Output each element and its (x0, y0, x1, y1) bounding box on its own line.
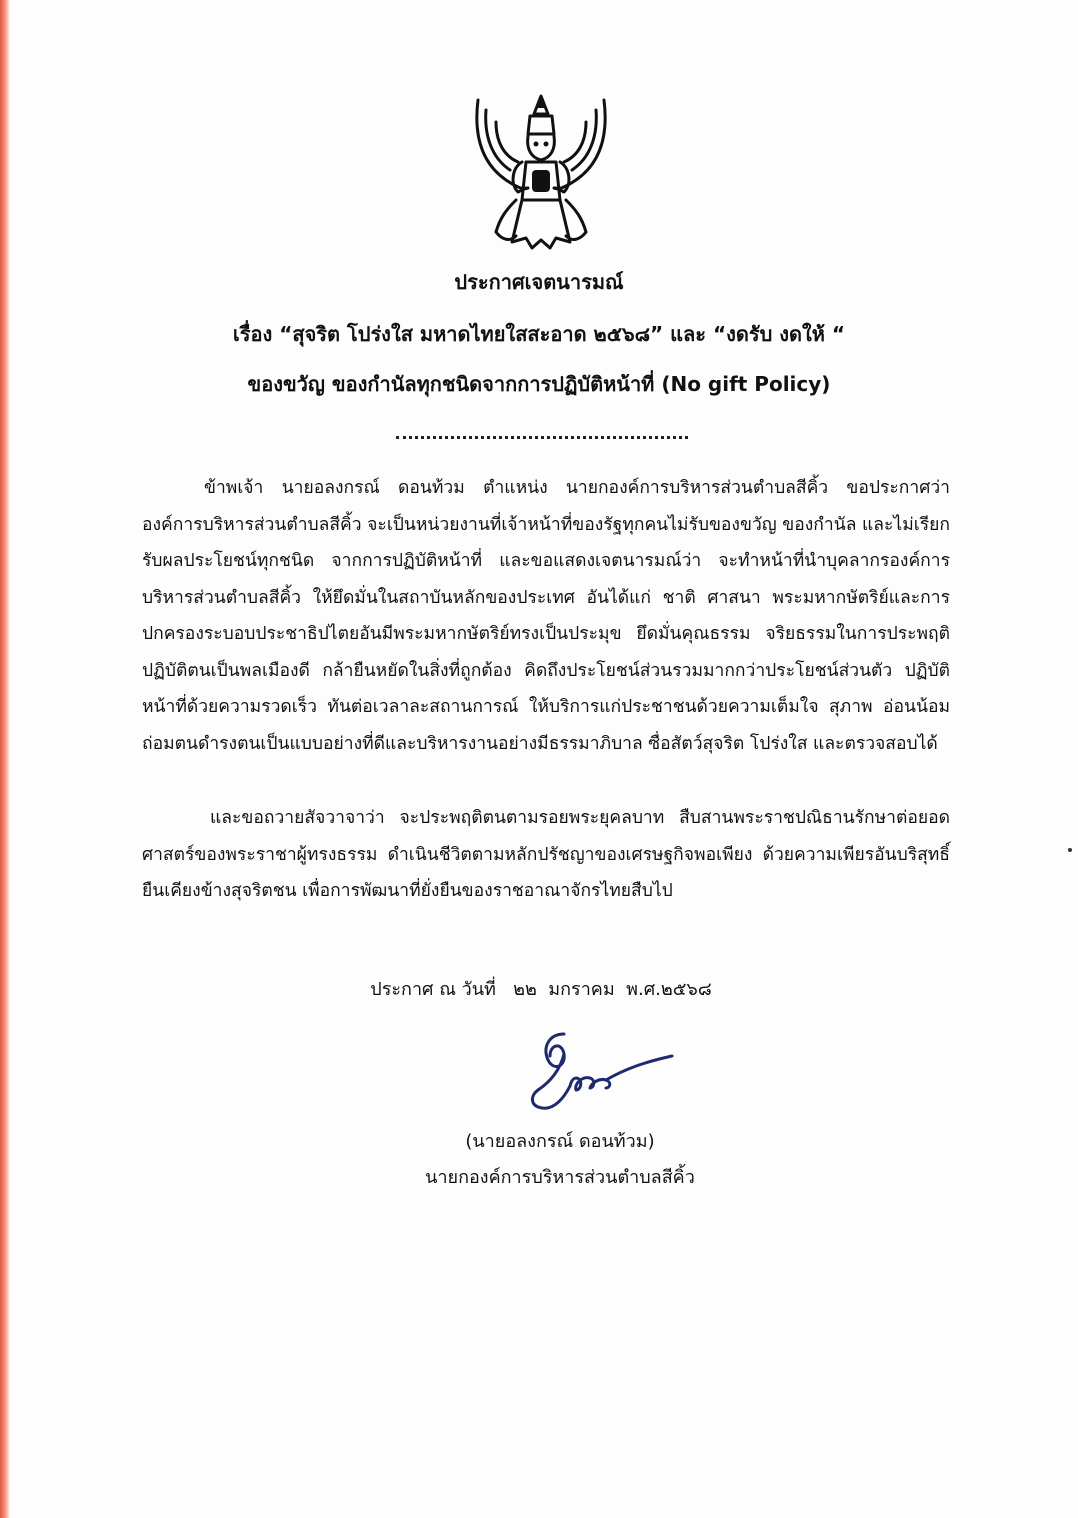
body-paragraph-2: และขอถวายสัจวาจาว่า จะประพฤติตนตามรอยพระยุคลบาท สืบสานพระราชปณิธานรักษาต่อยอดศาสตร์ของพระราชาผู้ทรงธรรม ดำเนินชีวิตตามหลักปรัชญาของเศรษฐกิจพอเพียง ด้วยความเพียรอันบริสุทธิ์ยืนเคียงข้างสุจริตชน เพื่อการพัฒนาที่ยั่งยืนของราชอาณาจักรไทยสืบไป (142, 808, 950, 901)
dotted-separator (396, 426, 688, 439)
date-month: มกราคม (548, 979, 615, 1000)
handwritten-signature-icon (520, 1026, 680, 1116)
subject-line-1: เรื่อง “สุจริต โปร่งใส มหาดไทยใสสะอาด ๒๕๖๘” และ “งดรับ งดให้ “ (232, 322, 846, 346)
page-edge-shadow (0, 0, 10, 1518)
date-year: พ.ศ.๒๕๖๘ (626, 979, 712, 1000)
date-line (0, 974, 1078, 1003)
document-title: ประกาศเจตนารมณ์ (454, 270, 624, 294)
subject-line-2: ของขวัญ ของกำนัลทุกชนิดจากการปฏิบัติหน้าที่ (No gift Policy) (247, 372, 831, 396)
signer-position: นายกองค์การบริหารส่วนตำบลสีคิ้ว (425, 1167, 695, 1188)
signer-name: (นายอลงกรณ์ ดอนท้วม) (465, 1131, 655, 1152)
date-prefix: ประกาศ ณ วันที่ (370, 979, 496, 1000)
stray-mark (1068, 848, 1072, 852)
body-paragraph-1: ข้าพเจ้า นายอลงกรณ์ ดอนท้วม ตำแหน่ง นายกองค์การบริหารส่วนตำบลสีคิ้ว ขอประกาศว่า องค์การบริหารส่วนตำบลสีคิ้ว จะเป็นหน่วยงานที่เจ้าหน้าที่ของรัฐทุกคนไม่รับของขวัญ ของกำนัล และไม่เรียกรับผลประโยชน์ทุกชนิด จากการปฏิบัติหน้าที่ และขอแสดงเจตนารมณ์ว่า จะทำหน้าที่นำบุคลากรองค์การบริหารส่วนตำบลสีคิ้ว ให้ยึดมั่นในสถาบันหลักของประเทศ อันได้แก่ ชาติ ศาสนา พระมหากษัตริย์และการปกครองระบอบประชาธิปไตยอันมีพระมหากษัตริย์ทรงเป็นประมุข ยึดมั่นคุณธรรม จริยธรรมในการประพฤติปฏิบัติตนเป็นพลเมืองดี กล้ายืนหยัดในสิ่งที่ถูกต้อง คิดถึงประโยชน์ส่วนรวมมากกว่าประโยชน์ส่วนตัว ปฏิบัติหน้าที่ด้วยความรวดเร็ว ทันต่อเวลาละสถานการณ์ ให้บริการแก่ประชาชนด้วยความเต็มใจ สุภาพ อ่อนน้อมถ่อมตนดำรงตนเป็นแบบอย่างที่ดีและบริหารงานอย่างมีธรรมาภิบาล ซื่อสัตว์สุจริต โปร่งใส และตรวจสอบได้ (142, 478, 950, 754)
garuda-emblem-icon (466, 92, 616, 254)
date-day: ๒๒ (513, 979, 537, 1000)
